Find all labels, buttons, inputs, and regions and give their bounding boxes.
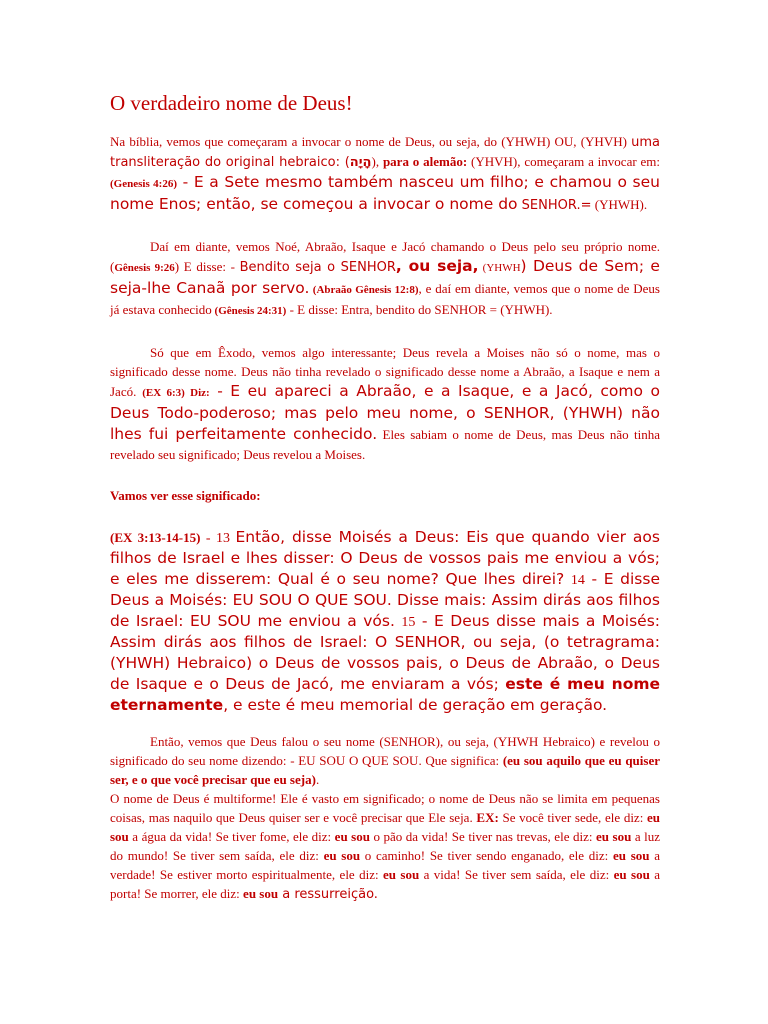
- p1-bold: para o alemão:: [382, 154, 468, 169]
- p2-reference-1: Gênesis 9:26: [114, 262, 175, 274]
- p6-text-g: a verdade! Se estiver morto espiritualmente, ele diz:: [110, 848, 661, 882]
- p6-text-d: o pão da vida! Se tiver nas trevas, ele diz:: [369, 829, 596, 844]
- paragraph-3: [110, 343, 660, 464]
- p6-eu-sou: eu sou: [613, 867, 650, 882]
- p4-reference: (EX 3:13-14-15): [110, 530, 201, 545]
- p2-text-a: Daí em diante, vemos Noé, Abraão, Isaque e Jacó chamando o Deus pelo seu próprio nome. (: [110, 239, 660, 274]
- p6-eu-sou: eu sou: [323, 848, 361, 863]
- p2-bendito: Bendito seja o SENHOR: [239, 260, 396, 275]
- p6-eu-sou: eu sou: [596, 829, 632, 844]
- paragraph-2: [110, 237, 660, 321]
- paragraph-1: [110, 132, 660, 215]
- section-heading: Vamos ver esse significado:: [110, 488, 261, 503]
- paragraph-4: [110, 527, 660, 716]
- p3-text-c: Eles sabiam o nome de Deus, mas Deus não tinha revelado seu significado; Deus revelou a Moises.: [110, 427, 660, 462]
- p4-quote-b: - E disse Deus a Moisés: EU SOU O QUE SOU. Disse mais: Assim dirás aos filhos de Israel: EU SOU me enviou a vós.: [110, 570, 660, 630]
- p1-senhor: SENHOR.=: [517, 198, 592, 213]
- paragraph-6: [110, 789, 660, 904]
- p4-verse-15: 15: [401, 615, 416, 630]
- p6-ex: EX:: [476, 810, 499, 825]
- p5-text-a: Então, vemos que Deus falou o seu nome (SENHOR), ou seja, (YHWH Hebraico) e revelou o significado do seu nome dizendo: - EU SOU O QUE SOU. Que significa:: [110, 734, 660, 768]
- p4-verse-14: 14: [570, 573, 585, 588]
- p6-text-e: a luz do mundo! Se tiver sem saída, ele diz:: [110, 829, 660, 863]
- p1-reference: (Genesis 4:26): [110, 178, 177, 190]
- p4-quote-a: Então, disse Moisés a Deus: Eis que quando vier aos filhos de Israel e lhes disser: O Deus de vossos pais me enviou a vós; e eles me disserem: Qual é o seu nome? Que lhes direi?: [110, 528, 660, 588]
- p5-meaning: (eu sou aquilo que eu quiser ser, e o que você precisar que eu seja): [110, 753, 660, 787]
- paragraph-5: [110, 732, 660, 789]
- p1-text-a3: ),: [371, 154, 380, 169]
- p2-text-h: - E disse: Entra, bendito do SENHOR = (YHWH).: [286, 302, 553, 317]
- p4-emphasis: este é meu nome eternamente: [110, 675, 661, 714]
- p1-text-a: Na bíblia, vemos que começaram a invocar o nome de Deus, ou seja, do (YHWH) OU, (YHVH): [110, 134, 632, 149]
- p2-quote: ) Deus de Sem; e seja-lhe Canaã por servo.: [110, 257, 660, 297]
- p6-text-j: a ressurreição.: [278, 887, 378, 902]
- p3-quote: - E eu apareci a Abraão, e a Isaque, e a Jacó, como o Deus Todo-poderoso; mas pelo meu nome, o SENHOR, (YHWH) não lhes fui perfeitamente conhecido.: [110, 382, 660, 443]
- p6-text-b: Se você tiver sede, ele diz:: [498, 810, 648, 825]
- p3-text-a: Só que em Êxodo, vemos algo interessante; Deus revela a Moises não só o nome, mas o significado desse nome. Deus não tinha revelado o significado desse nome a Abraão, a Isaque e nem a Jacó.: [110, 345, 660, 399]
- p3-reference: (EX 6:3) Diz:: [142, 387, 210, 399]
- p6-text-f: o caminho! Se tiver sendo enganado, ele diz:: [360, 848, 613, 863]
- p2-ou-seja: , ou seja,: [395, 257, 479, 275]
- p4-quote-d: , e este é meu memorial de geração em geração.: [223, 696, 608, 714]
- p1-text-c: (YHVH), começaram a invocar em:: [467, 154, 660, 169]
- p6-text-h: a vida! Se tiver sem saída, ele diz:: [419, 867, 614, 882]
- p2-yhwh: (YHWH: [478, 262, 521, 274]
- p6-text-c: a água da vida! Se tiver fome, ele diz:: [128, 829, 335, 844]
- p4-verse-13: - 13: [200, 531, 236, 546]
- p2-reference-3: (Gênesis 24:31): [211, 305, 287, 317]
- p2-text-g: , e daí em diante, vemos que o nome de Deus já estava conhecido: [110, 281, 660, 317]
- p6-text-i: a porta! Se morrer, ele diz:: [110, 867, 660, 901]
- hebrew-word: הָיָה: [349, 155, 372, 170]
- p5-text-c: .: [315, 772, 320, 787]
- p6-eu-sou: eu sou: [613, 848, 650, 863]
- p1-quote: - E a Sete mesmo também nasceu um filho; e chamou o seu nome Enos; então, se começou a invocar o nome do: [110, 173, 660, 213]
- p6-text-a: O nome de Deus é multiforme! Ele é vasto em significado; o nome de Deus não se limita em pequenas coisas, mas naquilo que Deus quiser ser e você precisar que Ele seja.: [110, 791, 660, 825]
- p6-eu-sou: eu sou: [383, 867, 420, 882]
- p6-eu-sou: eu sou: [243, 886, 279, 901]
- p2-reference-2: (Abraão Gênesis 12:8): [309, 284, 419, 296]
- p2-text-b: ) E disse: -: [174, 259, 240, 274]
- p6-eu-sou: eu sou: [110, 810, 661, 844]
- p4-quote-c: - E Deus disse mais a Moisés: Assim dirás aos filhos de Israel: O SENHOR, ou seja, (o tetragrama: (YHWH) Hebraico) o Deus de vossos pais, o Deus de Abraão, o Deus de Isaque e o Deus de Jacó, me enviaram a vós;: [110, 612, 660, 693]
- page-title: O verdadeiro nome de Deus!: [110, 91, 353, 115]
- document-page: [110, 90, 660, 904]
- p1-text-a2: uma transliteração do original hebraico: (: [110, 135, 660, 170]
- p6-eu-sou: eu sou: [334, 829, 370, 844]
- p1-yhwh: (YHWH).: [591, 197, 648, 212]
